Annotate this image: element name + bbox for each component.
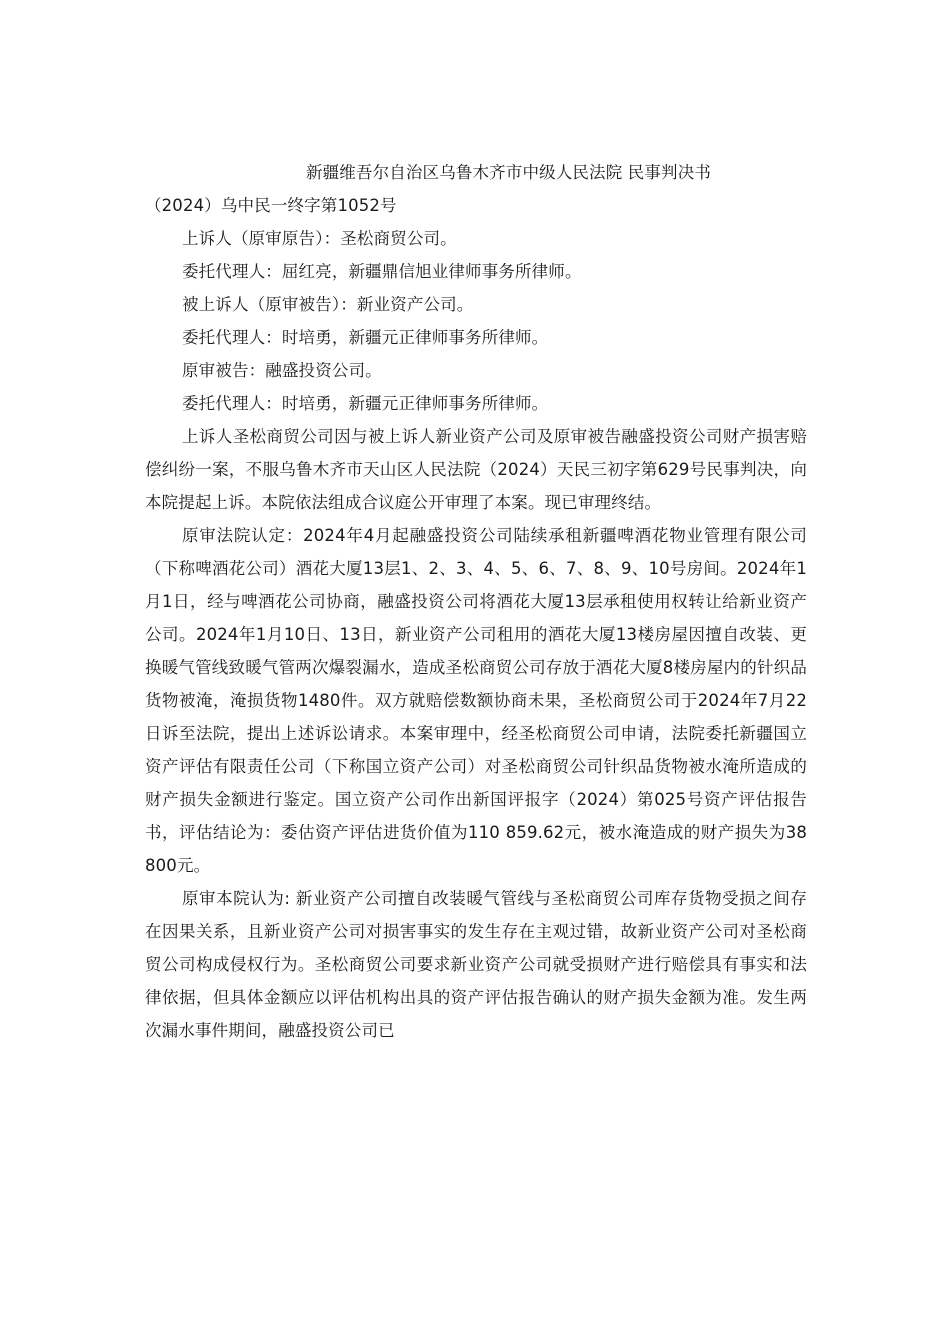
case-number: （2024）乌中民一终字第1052号 <box>145 196 397 215</box>
paragraph-original-findings: 原审法院认定：2024年4月起融盛投资公司陆续承租新疆啤酒花物业管理有限公司（下称啤酒花公司）酒花大厦13层1、2、3、4、5、6、7、8、9、10号房间。2024年1月1日，经与啤酒花公司协商，融盛投资公司将酒花大厦13层承租使用权转让给新业资产公司。2024年1月10日、13日，新业资产公司租用的酒花大厦13楼房屋因擅自改装、更换暖气管线致暖气管两次爆裂漏水，造成圣松商贸公司存放于酒花大厦8楼房屋内的针织品货物被淹，淹损货物1480件。双方就赔偿数额协商未果，圣松商贸公司于2024年7月22日诉至法院，提出上述诉讼请求。本案审理中，经圣松商贸公司申请，法院委托新疆国立资产评估有限责任公司（下称国立资产公司）对圣松商贸公司针织品货物被水淹所造成的财产损失金额进行鉴定。国立资产公司作出新国评报字（2024）第025号资产评估报告书，评估结论为：委估资产评估进货价值为110 859.62元，被水淹造成的财产损失为38 800元。 <box>145 526 807 875</box>
party-original-defendant: 原审被告：融盛投资公司。 <box>182 361 382 380</box>
party-original-defendant-agent: 委托代理人：时培勇，新疆元正律师事务所律师。 <box>182 394 549 413</box>
paragraph-original-opinion: 原审本院认为: 新业资产公司擅自改装暖气管线与圣松商贸公司库存货物受损之间存在因果关系，且新业资产公司对损害事实的发生存在主观过错，故新业资产公司对圣松商贸公司构成侵权行为。圣松商贸公司要求新业资产公司就受损财产进行赔偿具有事实和法律依据，但具体金额应以评估机构出具的资产评估报告确认的财产损失金额为准。发生两次漏水事件期间，融盛投资公司已 <box>145 889 807 1040</box>
party-appellee: 被上诉人（原审被告）：新业资产公司。 <box>182 295 474 314</box>
paragraph-appeal-summary: 上诉人圣松商贸公司因与被上诉人新业资产公司及原审被告融盛投资公司财产损害赔偿纠纷一案，不服乌鲁木齐市天山区人民法院（2024）天民三初字第629号民事判决，向本院提起上诉。本院依法组成合议庭公开审理了本案。现已审理终结。 <box>145 427 807 512</box>
party-appellant: 上诉人（原审原告）：圣松商贸公司。 <box>182 229 457 248</box>
document-title: 新疆维吾尔自治区乌鲁木齐市中级人民法院 民事判决书 <box>306 163 711 182</box>
judgment-document <box>145 156 807 1047</box>
party-appellant-agent: 委托代理人：屈红亮，新疆鼎信旭业律师事务所律师。 <box>182 262 582 281</box>
party-appellee-agent: 委托代理人：时培勇，新疆元正律师事务所律师。 <box>182 328 549 347</box>
